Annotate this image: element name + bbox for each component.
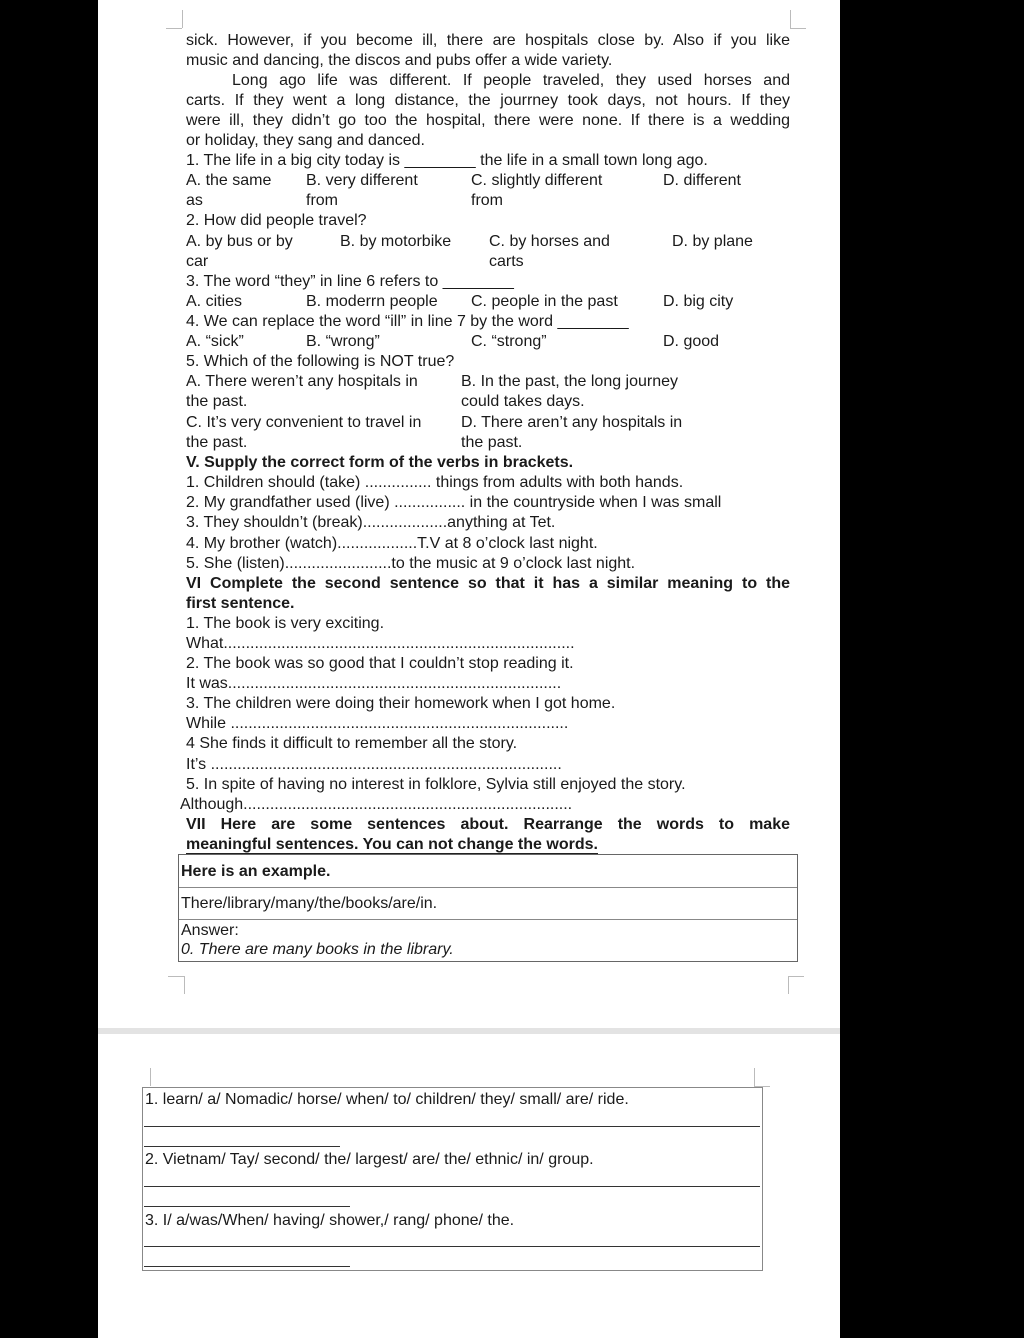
- exercise-item: 4 She finds it difficult to remember all the story.: [186, 735, 518, 752]
- option-c: C. slightly different: [471, 172, 603, 189]
- passage-line: sick. However, if you become ill, there are hospitals close by. Also if you like: [186, 32, 790, 49]
- question-stem: 5. Which of the following is NOT true?: [186, 353, 455, 370]
- exercise-item: 1. The book is very exciting.: [186, 615, 385, 632]
- example-table: [178, 854, 798, 962]
- margin-mark: [182, 10, 183, 28]
- answer-rule: [144, 1246, 760, 1247]
- margin-mark: [168, 976, 184, 977]
- margin-mark: [754, 1068, 755, 1086]
- answer-line: It was...........................................................................: [186, 675, 562, 692]
- option-a-cont: as: [186, 192, 203, 209]
- option-a-cont: the past.: [186, 393, 248, 410]
- answer-line: While ............................................................................: [186, 715, 569, 732]
- answer-line: It’s ...............................................................................: [186, 756, 562, 773]
- exercise-item: 5. She (listen)........................to the music at 9 o’clock last night.: [186, 555, 636, 572]
- answer-rule: [144, 1146, 340, 1147]
- option-a: A. the same: [186, 172, 272, 189]
- option-d: D. different: [663, 172, 741, 189]
- question-stem: 4. We can replace the word “ill” in line 7 by the word ________: [186, 313, 629, 330]
- passage-line: Long ago life was different. If people traveled, they used horses and: [232, 72, 790, 89]
- option-a: A. There weren’t any hospitals in: [186, 373, 418, 390]
- option-d: D. good: [663, 333, 720, 350]
- exercise-item: 1. Children should (take) ............... things from adults with both hands.: [186, 474, 684, 491]
- example-header-row: [179, 855, 797, 888]
- option-b-cont: from: [306, 192, 338, 209]
- rearrange-item: 1. learn/ a/ Nomadic/ horse/ when/ to/ children/ they/ small/ are/ ride.: [145, 1091, 629, 1108]
- answer-line: Although..........................................................................: [180, 796, 573, 813]
- section-title: first sentence.: [186, 595, 295, 612]
- answer-label: Answer:: [181, 922, 239, 939]
- option-d: D. by plane: [672, 233, 753, 250]
- option-b: B. by motorbike: [340, 233, 452, 250]
- answer-rule: [144, 1266, 350, 1267]
- passage-line: carts. If they went a long distance, the jourrney took days, not hours. If they: [186, 92, 790, 109]
- option-a-cont: car: [186, 253, 209, 270]
- option-a: A. by bus or by: [186, 233, 293, 250]
- example-words: There/library/many/the/books/are/in.: [181, 895, 438, 912]
- passage-line: or holiday, they sang and danced.: [186, 132, 425, 149]
- option-b: B. moderrn people: [306, 293, 438, 310]
- example-label: Here is an example.: [181, 863, 331, 880]
- example-answer-row: [179, 919, 797, 961]
- option-c: C. people in the past: [471, 293, 618, 310]
- exercise-item: 2. My grandfather used (live) ................ in the countryside when I was small: [186, 494, 722, 511]
- margin-mark: [184, 976, 185, 994]
- margin-mark: [790, 28, 806, 29]
- option-c: C. by horses and: [489, 233, 610, 250]
- option-d-cont: the past.: [461, 434, 523, 451]
- exercise-item: 3. They shouldn’t (break)...................anything at Tet.: [186, 514, 556, 531]
- section-title: VII Here are some sentences about. Rearrange the words to make: [186, 816, 790, 833]
- margin-mark: [150, 1068, 151, 1086]
- option-d: D. There aren’t any hospitals in: [461, 414, 683, 431]
- question-stem: 1. The life in a big city today is ________ the life in a small town long ago.: [186, 152, 708, 169]
- answer-text: 0. There are many books in the library.: [181, 941, 454, 958]
- margin-mark: [788, 976, 789, 994]
- answer-rule: [144, 1126, 760, 1127]
- question-stem: 2. How did people travel?: [186, 212, 367, 229]
- example-words-row: [179, 887, 797, 920]
- option-c: C. It’s very convenient to travel in: [186, 414, 422, 431]
- question-stem: 3. The word “they” in line 6 refers to ________: [186, 273, 514, 290]
- rearrange-item: 3. I/ a/was/When/ having/ shower,/ rang/ phone/ the.: [145, 1212, 515, 1229]
- option-b-cont: could takes days.: [461, 393, 585, 410]
- option-c: C. “strong”: [471, 333, 547, 350]
- answer-line: What...............................................................................: [186, 635, 575, 652]
- option-d: D. big city: [663, 293, 734, 310]
- margin-mark: [166, 28, 182, 29]
- exercise-item: 5. In spite of having no interest in folklore, Sylvia still enjoyed the story.: [186, 776, 686, 793]
- answer-rule: [144, 1206, 350, 1207]
- option-b: B. In the past, the long journey: [461, 373, 679, 390]
- margin-mark: [788, 976, 804, 977]
- section-title: meaningful sentences. You can not change the words.: [186, 836, 598, 853]
- rearrange-table: [142, 1087, 763, 1271]
- option-c-cont: the past.: [186, 434, 248, 451]
- option-b: B. very different: [306, 172, 418, 189]
- passage-line: music and dancing, the discos and pubs offer a wide variety.: [186, 52, 613, 69]
- answer-rule: [144, 1186, 760, 1187]
- exercise-item: 2. The book was so good that I couldn’t stop reading it.: [186, 655, 574, 672]
- passage-line: were ill, they didn’t go too the hospital, there were none. If there is a wedding: [186, 112, 790, 129]
- option-a: A. cities: [186, 293, 243, 310]
- section-title: VI Complete the second sentence so that it has a similar meaning to the: [186, 575, 790, 592]
- option-c-cont: carts: [489, 253, 524, 270]
- option-a: A. “sick”: [186, 333, 244, 350]
- exercise-item: 3. The children were doing their homework when I got home.: [186, 695, 616, 712]
- option-c-cont: from: [471, 192, 503, 209]
- rearrange-item: 2. Vietnam/ Tay/ second/ the/ largest/ are/ the/ ethnic/ in/ group.: [145, 1151, 594, 1168]
- option-b: B. “wrong”: [306, 333, 380, 350]
- section-title: V. Supply the correct form of the verbs in brackets.: [186, 454, 574, 471]
- exercise-item: 4. My brother (watch)..................T.V at 8 o’clock last night.: [186, 535, 598, 552]
- margin-mark: [790, 10, 791, 28]
